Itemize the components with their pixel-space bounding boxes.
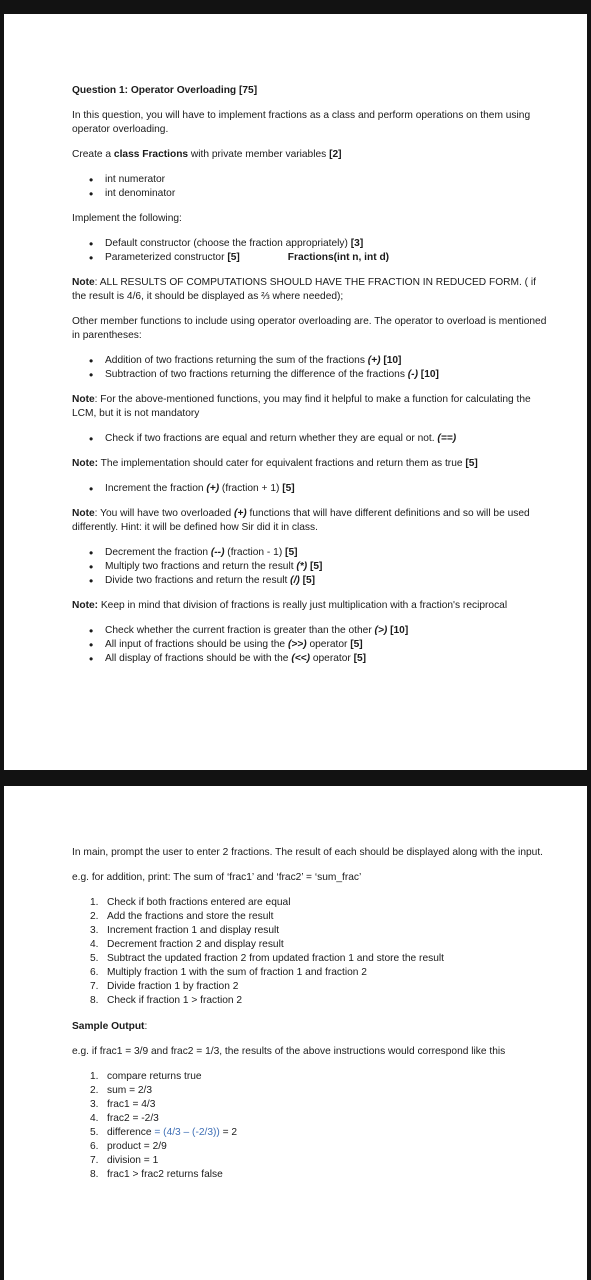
note-overloaded: Note: You will have two overloaded (+) functions that will have different definitions and so will be used differently. Hint: it will be defined how Sir did it in class. <box>72 508 530 533</box>
list-item: 8. Check if fraction 1 > fraction 2 <box>90 995 243 1006</box>
increment-list <box>72 482 547 496</box>
list-item: 6. Multiply fraction 1 with the sum of fraction 1 and fraction 2 <box>90 967 367 978</box>
list-item: • All display of fractions should be with the (<<) operator [5] <box>105 652 547 666</box>
implement-heading: Implement the following: <box>72 213 182 224</box>
list-item: • int denominator <box>105 187 547 201</box>
list-item: 7. Divide fraction 1 by fraction 2 <box>90 981 239 992</box>
example-paragraph: e.g. for addition, print: The sum of ‘frac1’ and ‘frac2’ = ‘sum_frac’ <box>72 872 362 883</box>
sample-example-paragraph: e.g. if frac1 = 3/9 and frac2 = 1/3, the results of the above instructions would correspond like this <box>72 1046 506 1057</box>
list-item: • Default constructor (choose the fraction appropriately) [3] <box>105 237 547 251</box>
list-item: 4. Decrement fraction 2 and display result <box>90 939 284 950</box>
list-item: 2. Add the fractions and store the result <box>90 911 274 922</box>
create-class-paragraph: Create a class Fractions with private member variables [2] <box>72 149 342 160</box>
note-lcm: Note: For the above-mentioned functions, you may find it helpful to make a function for calculating the LCM, but it is not mandatory <box>72 394 531 419</box>
list-item: • Decrement the fraction (--) (fraction - 1) [5] <box>105 546 547 560</box>
document-page-1 <box>4 14 587 770</box>
main-paragraph: In main, prompt the user to enter 2 fractions. The result of each should be displayed along with the input. <box>72 847 543 858</box>
list-item: 5. difference = (4/3 – (-2/3)) = 2 <box>90 1127 238 1138</box>
list-item: • Check if two fractions are equal and return whether they are equal or not. (==) <box>105 432 547 446</box>
list-item: • All input of fractions should be using the (>>) operator [5] <box>105 638 547 652</box>
equality-list <box>72 432 547 446</box>
list-item: 8. frac1 > frac2 returns false <box>90 1169 223 1180</box>
list-item: • Addition of two fractions returning the sum of the fractions (+) [10] <box>105 354 547 368</box>
other-functions-paragraph: Other member functions to include using operator overloading are. The operator to overload is mentioned in parentheses: <box>72 316 547 341</box>
list-item: 6. product = 2/9 <box>90 1141 167 1152</box>
question-title: Question 1: Operator Overloading [75] <box>72 85 258 96</box>
list-item: 1. Check if both fractions entered are equal <box>90 897 291 908</box>
list-item: • int numerator <box>105 173 547 187</box>
intro-paragraph: In this question, you will have to implement fractions as a class and perform operations on them using operator overloading. <box>72 110 531 135</box>
list-item: 3. Increment fraction 1 and display result <box>90 925 280 936</box>
more-ops-list <box>72 546 547 588</box>
sample-output-heading: Sample Output: <box>72 1021 148 1032</box>
outputs-list <box>72 1070 547 1182</box>
list-item: 1. compare returns true <box>90 1071 202 1082</box>
list-item: • Check whether the current fraction is greater than the other (>) [10] <box>105 624 547 638</box>
note-equivalent: Note: The implementation should cater for equivalent fractions and return them as true [5] <box>72 458 478 469</box>
io-ops-list <box>72 624 547 666</box>
document-page-2 <box>4 786 587 1280</box>
list-item: 5. Subtract the updated fraction 2 from updated fraction 1 and store the result <box>90 953 444 964</box>
steps-list <box>72 896 547 1008</box>
arithmetic-ops-list <box>72 354 547 382</box>
list-item: • Subtraction of two fractions returning the difference of the fractions (-) [10] <box>105 368 547 382</box>
list-item: • Parameterized constructor [5] Fractions(int n, int d) <box>105 251 547 265</box>
list-item: • Divide two fractions and return the result (/) [5] <box>105 574 547 588</box>
constructors-list <box>72 237 547 265</box>
note-reduced-form: Note: ALL RESULTS OF COMPUTATIONS SHOULD HAVE THE FRACTION IN REDUCED FORM. ( if the result is 4/6, it should be displayed as ⅔ where needed); <box>72 277 536 302</box>
note-division: Note: Keep in mind that division of fractions is really just multiplication with a fraction's reciprocal <box>72 600 508 611</box>
list-item: 2. sum = 2/3 <box>90 1085 153 1096</box>
list-item: • Multiply two fractions and return the result (*) [5] <box>105 560 547 574</box>
list-item: • Increment the fraction (+) (fraction + 1) [5] <box>105 482 547 496</box>
list-item: 4. frac2 = -2/3 <box>90 1113 159 1124</box>
list-item: 3. frac1 = 4/3 <box>90 1099 156 1110</box>
list-item: 7. division = 1 <box>90 1155 159 1166</box>
member-variables-list <box>72 173 547 201</box>
